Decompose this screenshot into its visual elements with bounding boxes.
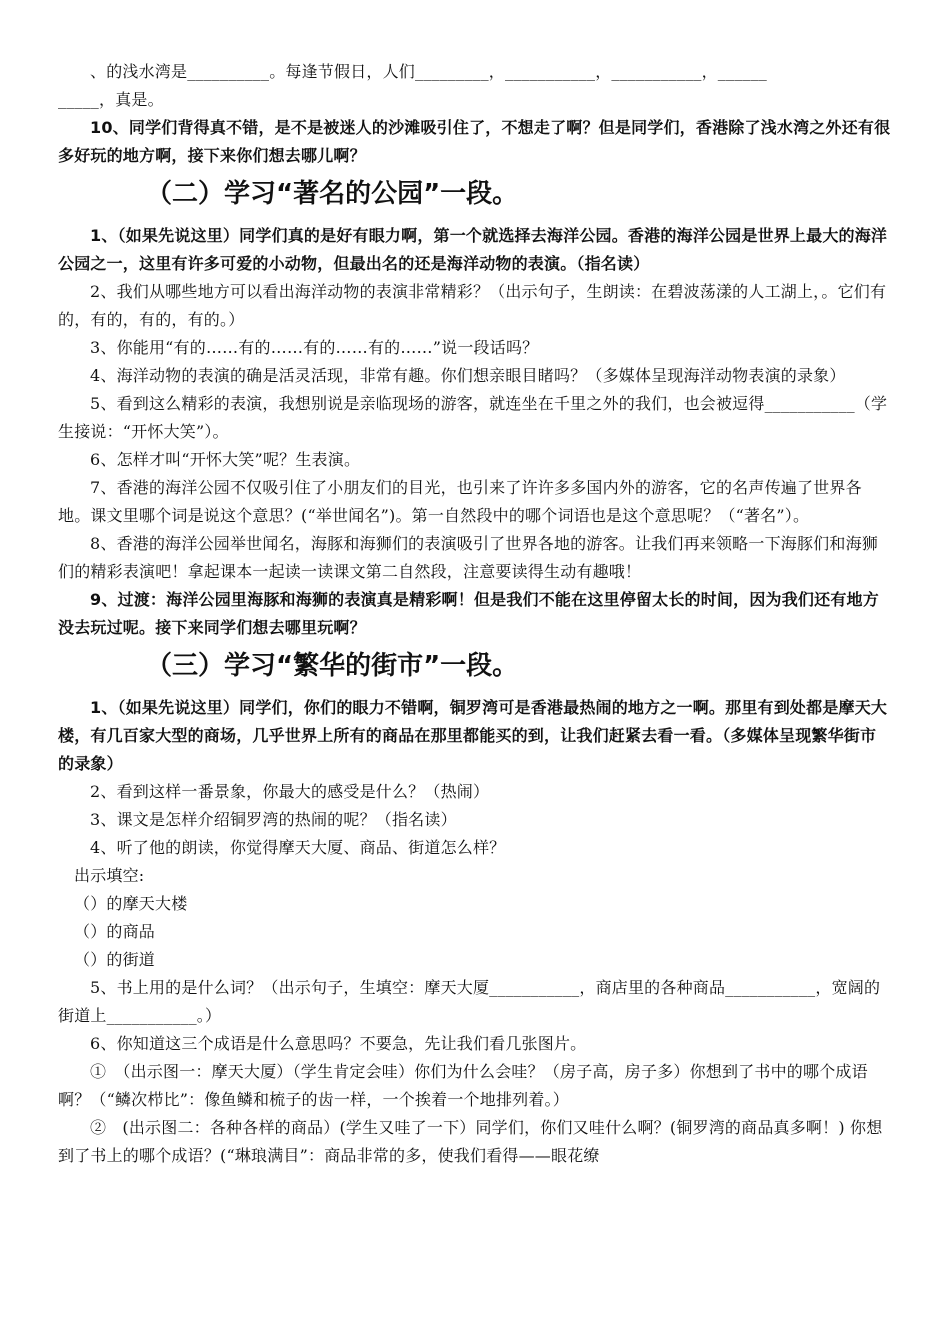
section-3-para-5: 5、书上用的是什么词？（出示句子，生填空：摩天大厦___________，商店里的各种商品___________，宽阔的街道上___________。） <box>58 978 881 1025</box>
section-3-para-6: 6、你知道这三个成语是什么意思吗？不要急，先让我们看几张图片。 <box>90 1034 587 1053</box>
section-2-para-4: 4、海洋动物的表演的确是活灵活现，非常有趣。你们想亲眼目睹吗？（多媒体呈现海洋动物表演的录象） <box>90 366 846 385</box>
intro-line-1: 、的浅水湾是__________。每逢节假日，人们_________，___________，___________，______ <box>90 62 768 81</box>
fill-item-goods: （）的商品 <box>74 922 156 941</box>
document-page <box>58 58 892 1170</box>
section-3-para-3: 3、课文是怎样介绍铜罗湾的热闹的呢？（指名读） <box>90 810 457 829</box>
fill-title: 出示填空: <box>74 866 145 885</box>
section-2-para-8: 8、香港的海洋公园举世闻名，海豚和海狮们的表演吸引了世界各地的游客。让我们再来领略一下海豚们和海狮们的精彩表演吧！拿起课本一起读一读课文第二自然段，注意要读得生动有趣哦！ <box>58 534 878 581</box>
question-10: 10、同学们背得真不错，是不是被迷人的沙滩吸引住了，不想走了啊？但是同学们，香港除了浅水湾之外还有很多好玩的地方啊，接下来你们想去哪儿啊？ <box>58 118 891 165</box>
section-2-para-1: 1、（如果先说这里）同学们真的是好有眼力啊，第一个就选择去海洋公园。香港的海洋公园是世界上最大的海洋公园之一，这里有许多可爱的小动物，但最出名的还是海洋动物的表演。（指名读） <box>58 226 888 273</box>
section-3-para-4: 4、听了他的朗读，你觉得摩天大厦、商品、街道怎么样？ <box>90 838 506 857</box>
section-2-para-9: 9、过渡：海洋公园里海豚和海狮的表演真是精彩啊！但是我们不能在这里停留太长的时间，因为我们还有地方没去玩过呢。接下来同学们想去哪里玩啊？ <box>58 590 879 637</box>
section-3-para-1: 1、（如果先说这里）同学们，你们的眼力不错啊，铜罗湾可是香港最热闹的地方之一啊。那里有到处都是摩天大楼，有几百家大型的商场，几乎世界上所有的商品在那里都能买的到，让我们赶紧去看一看。（多媒体呈现繁华街市的录象） <box>58 698 888 773</box>
fill-item-skyscraper: （）的摩天大楼 <box>74 894 188 913</box>
fill-item-street: （）的街道 <box>74 950 156 969</box>
section-2-para-5: 5、看到这么精彩的表演，我想别说是亲临现场的游客，就连坐在千里之外的我们，也会被逗得___________（学生接说：“开怀大笑”）。 <box>58 394 888 441</box>
section-2-para-7: 7、香港的海洋公园不仅吸引住了小朋友们的目光，也引来了许许多多国内外的游客，它的名声传遍了世界各地。课文里哪个词是说这个意思？(“举世闻名”)。第一自然段中的哪个词语也是这个意思呢？（“著名”）。 <box>58 478 862 525</box>
section-3-para-7: ① （出示图一：摩天大厦）（学生肯定会哇）你们为什么会哇？（房子高，房子多）你想到了书中的哪个成语啊？（“鳞次栉比”：像鱼鳞和梳子的齿一样，一个挨着一个地排列着。） <box>58 1062 868 1109</box>
intro-line-2: _____，真是。 <box>58 90 164 109</box>
section-2-para-3: 3、你能用“有的……有的……有的……有的……”说一段话吗？ <box>90 338 539 357</box>
section-3-para-8: ② (出示图二：各种各样的商品）(学生又哇了一下）同学们，你们又哇什么啊？(铜罗湾的商品真多啊！) 你想到了书上的哪个成语？(“琳琅满目”：商品非常的多，使我们看得——眼花缭 <box>58 1118 883 1165</box>
section-3-heading: （三）学习“繁华的街市”一段。 <box>146 651 519 681</box>
section-3-para-2: 2、看到这样一番景象，你最大的感受是什么？（热闹） <box>90 782 490 801</box>
section-2-para-6: 6、怎样才叫“开怀大笑”呢？生表演。 <box>90 450 361 469</box>
section-2-heading: （二）学习“著名的公园”一段。 <box>146 179 519 209</box>
section-2-para-2: 2、我们从哪些地方可以看出海洋动物的表演非常精彩？（出示句子，生朗读：在碧波荡漾的人工湖上，。它们有的，有的，有的，有的。） <box>58 282 887 329</box>
